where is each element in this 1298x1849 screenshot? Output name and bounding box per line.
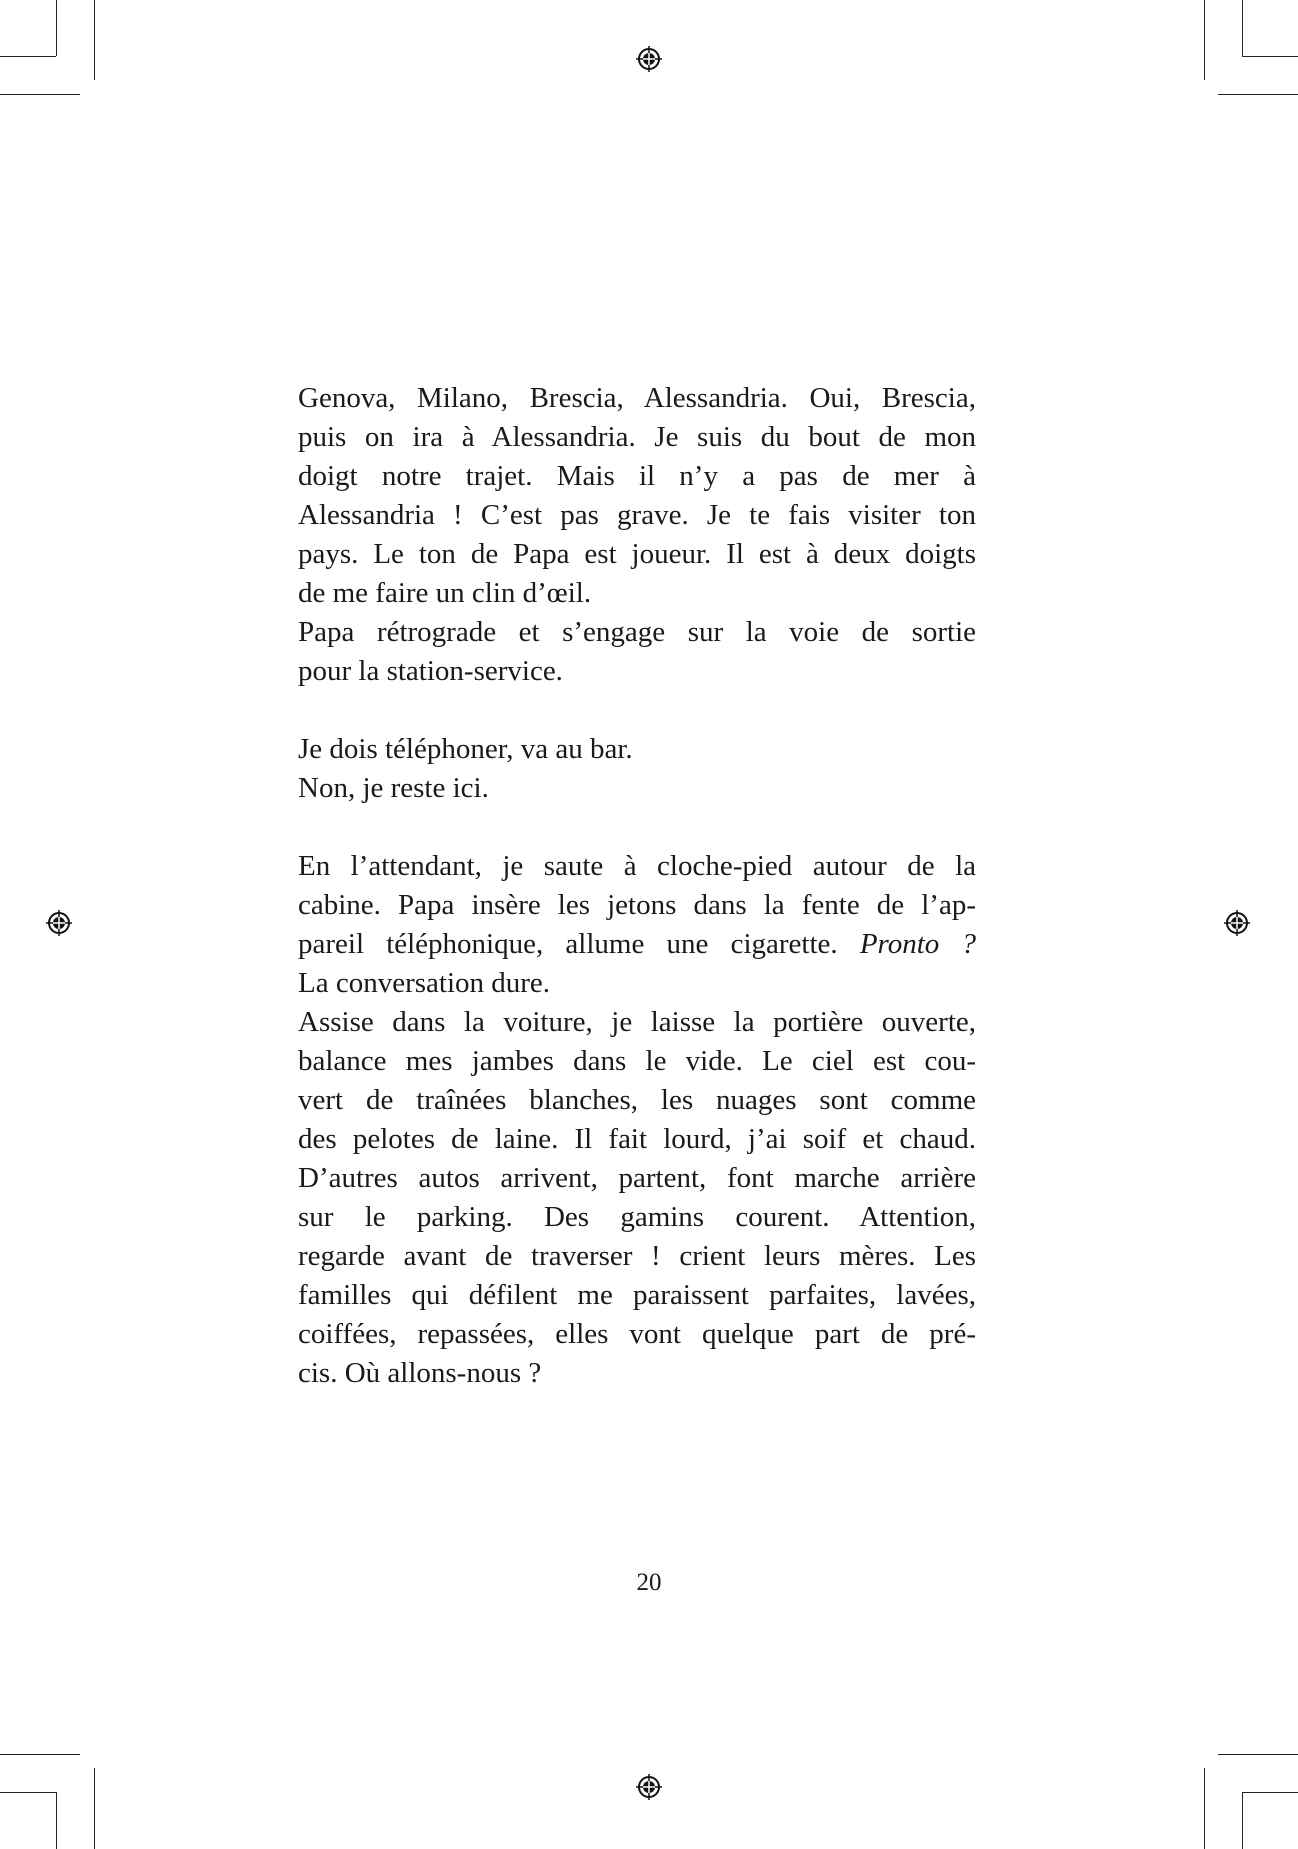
crop-mark	[1204, 1768, 1205, 1849]
text-line: En l’attendant, je saute à cloche-pied autour de la	[298, 850, 976, 882]
text-line: familles qui défilent me paraissent parfaites, lavées,	[298, 1279, 976, 1311]
text-line	[298, 925, 976, 964]
crop-mark	[1242, 0, 1243, 56]
crop-mark	[1242, 1792, 1298, 1793]
body-text	[298, 379, 976, 1393]
text-line: des pelotes de laine. Il fait lourd, j’ai soif et chaud.	[298, 1123, 976, 1155]
text-line: pays. Le ton de Papa est joueur. Il est à deux doigts	[298, 538, 976, 570]
text-line: doigt notre trajet. Mais il n’y a pas de mer à	[298, 460, 976, 492]
text-line: regarde avant de traverser ! crient leurs mères. Les	[298, 1240, 976, 1272]
text-line: balance mes jambes dans le vide. Le ciel est cou-	[298, 1045, 976, 1077]
crop-mark	[1204, 0, 1205, 80]
crop-mark	[1242, 56, 1298, 57]
text-segment: pareil téléphonique, allume une cigarette.	[298, 928, 860, 960]
crop-mark	[94, 0, 95, 80]
registration-mark-icon	[636, 46, 662, 72]
text-line: pour la station-service.	[298, 655, 563, 687]
text-line: de me faire un clin d’œil.	[298, 577, 592, 609]
registration-mark-icon	[46, 910, 72, 936]
text-line: Alessandria ! C’est pas grave. Je te fais visiter ton	[298, 499, 976, 531]
paragraph-gap	[298, 691, 976, 730]
text-line: vert de traînées blanches, les nuages sont comme	[298, 1084, 976, 1116]
text-line: Assise dans la voiture, je laisse la portière ouverte,	[298, 1006, 976, 1038]
crop-mark	[0, 1792, 56, 1793]
registration-mark-icon	[1224, 910, 1250, 936]
crop-mark	[0, 56, 56, 57]
text-line: sur le parking. Des gamins courent. Attention,	[298, 1201, 976, 1233]
text-line: Genova, Milano, Brescia, Alessandria. Oui, Brescia,	[298, 382, 976, 414]
registration-mark-icon	[636, 1774, 662, 1800]
text-line: cabine. Papa insère les jetons dans la fente de l’ap-	[298, 889, 976, 921]
text-line: puis on ira à Alessandria. Je suis du bout de mon	[298, 421, 976, 453]
crop-mark	[0, 94, 80, 95]
text-line: coiffées, repassées, elles vont quelque part de pré-	[298, 1318, 976, 1350]
text-line: Je dois téléphoner, va au bar.	[298, 733, 633, 765]
text-line: D’autres autos arrivent, partent, font marche arrière	[298, 1162, 976, 1194]
crop-mark	[0, 1754, 80, 1755]
crop-mark	[1242, 1792, 1243, 1849]
text-line: La conversation dure.	[298, 967, 551, 999]
text-line: Papa rétrograde et s’engage sur la voie de sortie	[298, 616, 976, 648]
crop-mark	[94, 1768, 95, 1849]
text-line: Non, je reste ici.	[298, 772, 489, 804]
page-number: 20	[636, 1569, 662, 1596]
crop-mark	[1218, 94, 1298, 95]
paragraph-gap	[298, 808, 976, 847]
italic-text: Pronto ?	[859, 928, 976, 960]
text-line: cis. Où allons-nous ?	[298, 1357, 542, 1389]
crop-mark	[1218, 1754, 1298, 1755]
crop-mark	[56, 1792, 57, 1849]
crop-mark	[56, 0, 57, 56]
